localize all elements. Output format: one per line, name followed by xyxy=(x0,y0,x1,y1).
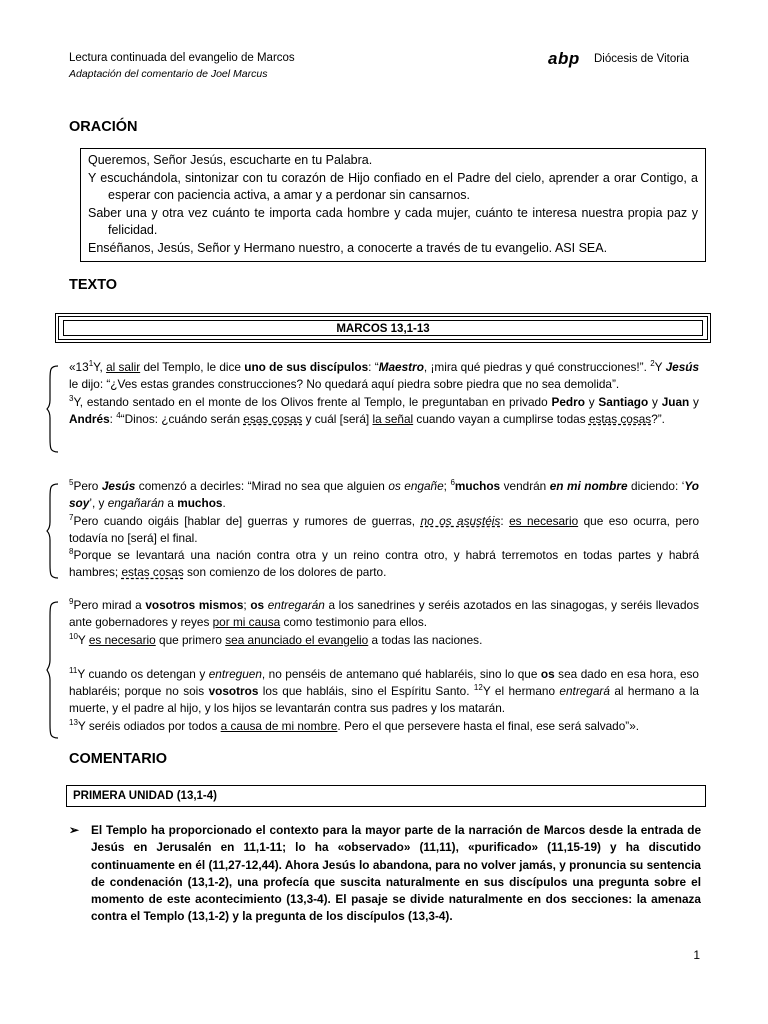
commentary-bullet xyxy=(69,822,701,926)
document-subtitle: Adaptación del comentario de Joel Marcus xyxy=(69,68,268,80)
verse-text: $^{11}$Y cuando os detengan y entreguen, no penséis de antemano qué hablaréis, sino lo que os sea dado en esa hora, eso hablaréis; porque no sois vosotros los que habláis, sino el Espíritu Santo. $^{12}$Y el hermano entregará al hermano a la muerte, y el padre al hijo, y los hijos se levantarán contra sus padres y los matarán. xyxy=(69,665,699,716)
prayer-line: Enséñanos, Jesús, Señor y Hermano nuestro, a conocerte a través de tu evangelio. ASI SEA. xyxy=(88,240,608,255)
arrow-bullet-icon: ➢ xyxy=(69,823,79,837)
prayer-line: Queremos, Señor Jesús, escucharte en tu Palabra. xyxy=(88,153,373,167)
prayer-line: Y escuchándola, sintonizar con tu corazón de Hijo confiado en el Padre del cielo, aprender a orar Contigo, a esperar con paciencia activa, a amar y a perdonar sin cansarnos. xyxy=(88,170,698,202)
abp-logo: abp xyxy=(548,49,580,68)
passage-box xyxy=(55,313,711,343)
oracion-heading: ORACIÓN xyxy=(69,119,138,135)
verse-text: $^7$Pero cuando oigáis [hablar de] guerras y rumores de guerras, no os asustéis: es necesario que eso ocurra, pero todavía no [será] el final. xyxy=(69,512,700,545)
passage-section-2 xyxy=(69,478,699,582)
left-brace-icon xyxy=(46,364,60,454)
verse-text: $^{10}$Y es necesario que primero sea anunciado el evangelio a todas las naciones. xyxy=(69,631,483,647)
page-number: 1 xyxy=(693,948,700,962)
commentary-text: El Templo ha proporcionado el contexto para la mayor parte de la narración de Marcos desde la entrada de Jesús en Jerusalén en 11,1-11; lo ha «observado» (11,11), «purificado» (11,15-19) y ha discutido continuamente en él (11,27-12,44). Ahora Jesús lo abandona, para no volver jamás, y pronuncia su sentencia de condenación (13,1-2), una profecía que suscita naturalmente en sus discípulos una pregunta sobre el momento de este acontecimiento (13,3-4). El pasaje se divide naturalmente en dos secciones: la amenaza contra el Templo (13,1-2) y la pregunta de los discípulos (13,3-4). xyxy=(91,823,701,924)
verse-text: $^5$Pero Jesús comenzó a decirles: “Mirad no sea que alguien os engañe; $^6$muchos vendrán en mi nombre diciendo: ‘Yo soy’, y engañarán a muchos. xyxy=(69,478,699,511)
unit-box: PRIMERA UNIDAD (13,1-4) xyxy=(66,785,706,807)
verse-text: $^9$Pero mirad a vosotros mismos; os entregarán a los sanedrines y seréis azotados en las sinagogas, y seréis llevados ante gobernadores y reyes por mi causa como testimonio para ellos. xyxy=(69,597,699,630)
prayer-line: Saber una y otra vez cuánto te importa cada hombre y cada mujer, cuánto te interesa nuestra propia paz y felicidad. xyxy=(88,205,698,237)
texto-heading: TEXTO xyxy=(69,277,118,293)
document-title: Lectura continuada del evangelio de Marcos xyxy=(69,52,295,64)
verse-text: $^8$Porque se levantará una nación contra otra y un reino contra otro, y habrá terremotos en todas partes y habrá hambres; estas cosas son comienzo de los dolores de parto. xyxy=(69,547,699,580)
passage-reference: MARCOS 13,1-13 xyxy=(63,320,703,336)
comentario-heading: COMENTARIO xyxy=(69,751,168,767)
diocese-name: Diócesis de Vitoria xyxy=(594,53,690,65)
verse-text: «$13^1Y$, al salir del Templo, le dice uno de sus discípulos: “Maestro, ¡mira qué piedras y qué construcciones!”. $^2$Y Jesús le dijo: “¿Ves estas grandes construcciones? No quedará aquí piedra sobre piedra que no sea demolida”. xyxy=(69,359,700,392)
left-brace-icon xyxy=(46,600,60,740)
passage-section-1 xyxy=(69,359,699,428)
verse-text: $^{13}$Y seréis odiados por todos a causa de mi nombre. Pero el que persevere hasta el final, ese será salvado”». xyxy=(69,717,640,733)
passage-section-3 xyxy=(69,597,699,735)
prayer-box xyxy=(80,148,706,262)
left-brace-icon xyxy=(46,482,60,580)
verse-text: $^3$Y, estando sentado en el monte de los Olivos frente al Templo, le preguntaban en privado Pedro y Santiago y Juan y Andrés: $^4$“Dinos: ¿cuándo serán esas cosas y cuál [será] la señal cuando vayan a cumplirse todas estas cosas?”. xyxy=(69,393,699,426)
